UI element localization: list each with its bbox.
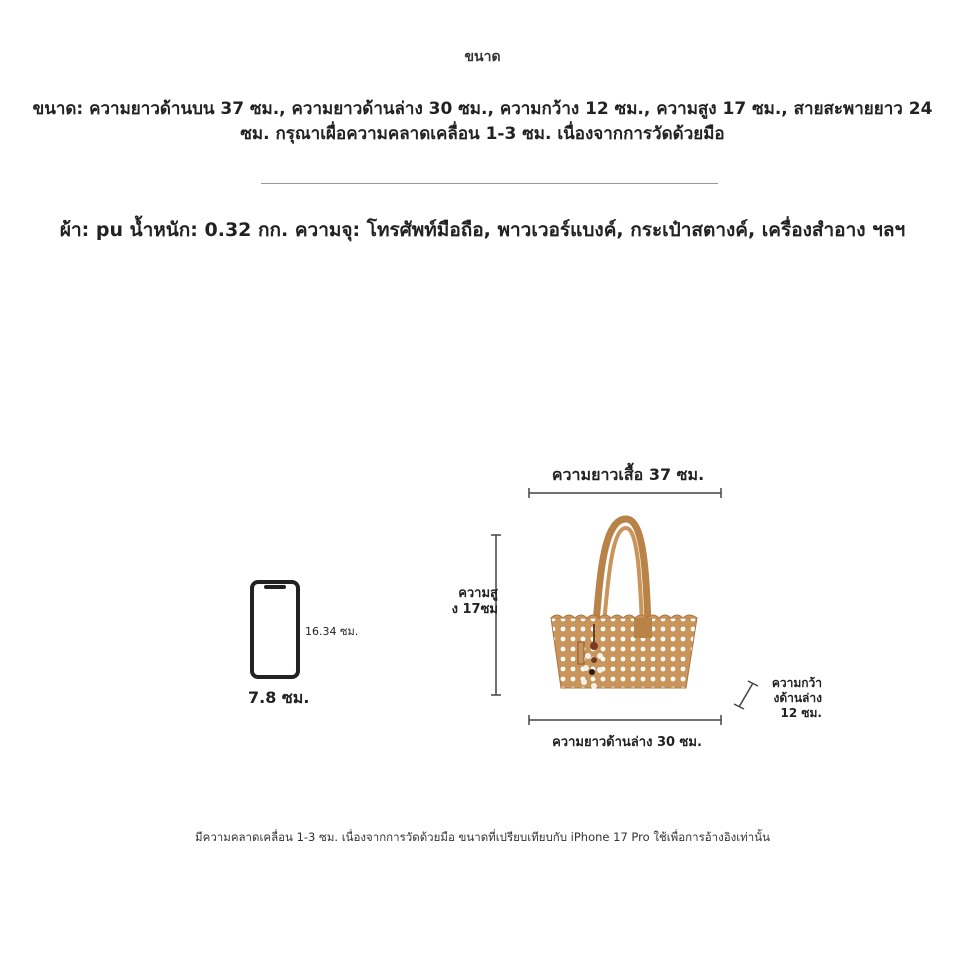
divider <box>261 183 718 184</box>
phone-illustration <box>248 578 304 682</box>
phone-width-label: 7.8 ซม. <box>248 688 310 707</box>
material-text: ผ้า: pu น้ำหนัก: 0.32 กก. ความจุ: โทรศัพท์มือถือ, พาวเวอร์แบงค์, กระเป๋าสตางค์, เครื่องสำอาง ฯลฯ <box>59 219 906 241</box>
bag-height-label: ความสู ง 17ซม <box>451 586 498 617</box>
top-length-measure-line <box>527 486 723 500</box>
bag-top-length-label: ความยาวเสื้อ 37 ซม. <box>551 465 705 484</box>
bag-bottom-length-label: ความยาวด้านล่าง 30 ซม. <box>552 735 702 750</box>
section-title: ขนาด <box>464 49 501 65</box>
bottom-length-measure-line <box>527 713 723 727</box>
footnote: มีความคลาดเคลื่อน 1-3 ซม. เนื่องจากการวัดด้วยมือ ขนาดที่เปรียบเทียบกับ iPhone 17 Pro ใช้เพื่อการอ้างอิงเท่านั้น <box>195 830 770 844</box>
woven-tote-bag-image <box>548 514 700 704</box>
bag-width-label: ความกว้า งด้านล่าง 12 ซม. <box>771 676 822 720</box>
dimensions-text: ขนาด: ความยาวด้านบน 37 ซม., ความยาวด้านล่าง 30 ซม., ความกว้าง 12 ซม., ความสูง 17 ซม., สายสะพายยาว 24 ซม. กรุณาเผื่อความคลาดเคลื่อน 1-3 ซม. เนื่องจากการวัดด้วยมือ <box>32 99 933 144</box>
phone-height-label: 16.34 ซม. <box>305 625 359 638</box>
